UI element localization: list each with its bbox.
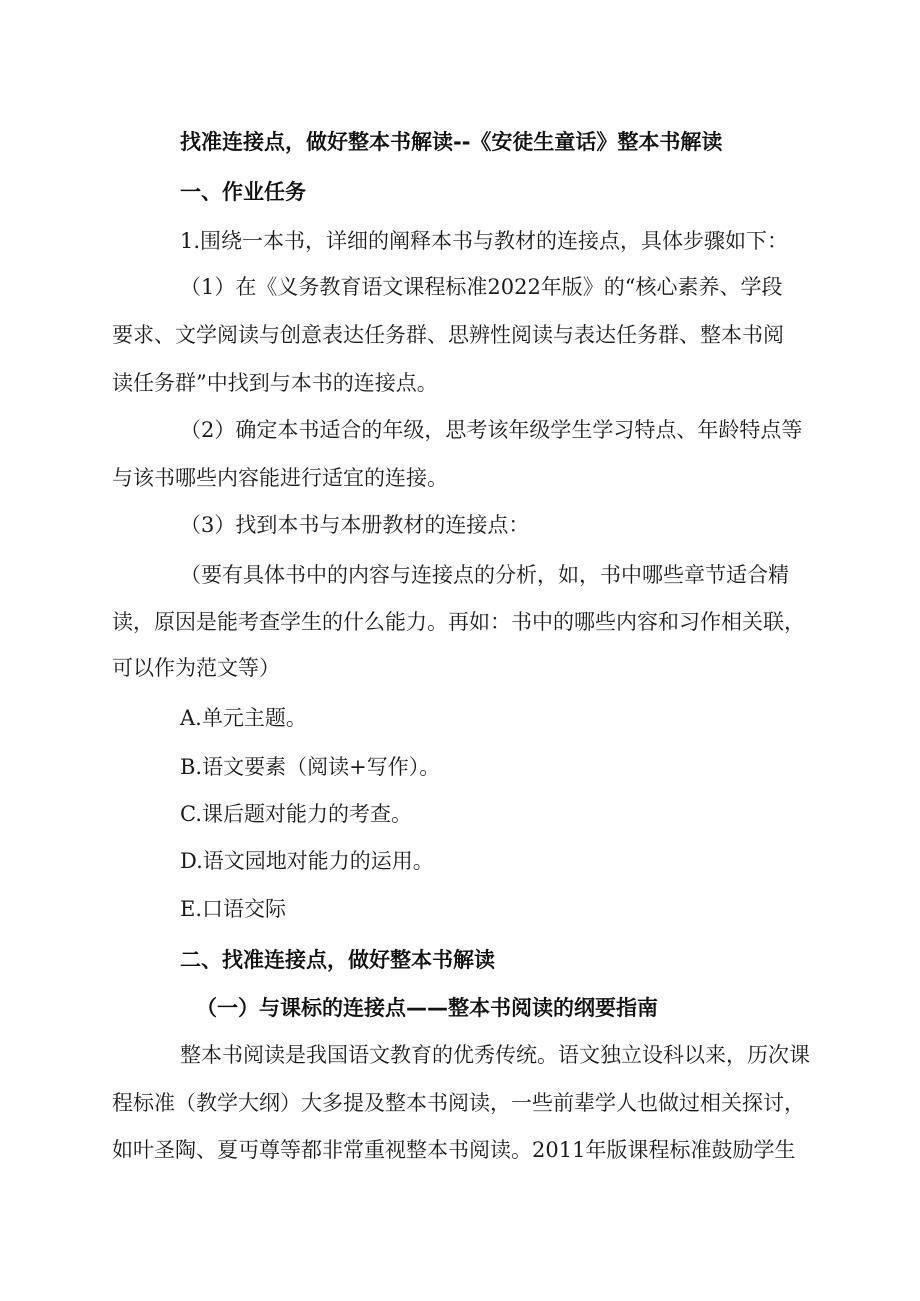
subsection-heading: （一）与课标的连接点——整本书阅读的纲要指南	[196, 996, 658, 1020]
option-d: D.语文园地对能力的运用。	[180, 849, 434, 873]
paragraph-line-3: 如叶圣陶、夏丏尊等都非常重视整本书阅读。2011年版课程标准鼓励学生	[112, 1138, 796, 1162]
step-3: （3）找到本书与本册教材的连接点：	[180, 513, 530, 537]
paragraph-line-2: 程标准（教学大纲）大多提及整本书阅读，一些前辈学人也做过相关探讨，	[112, 1091, 805, 1115]
document-title: 找准连接点，做好整本书解读--《安徒生童话》整本书解读	[180, 130, 723, 154]
option-c: C.课后题对能力的考查。	[180, 802, 412, 826]
section-heading-task: 一、作业任务	[180, 180, 306, 204]
step-2-line-2: 与该书哪些内容能进行适宜的连接。	[112, 466, 448, 490]
option-b: B.语文要素（阅读+写作）。	[180, 755, 441, 779]
note-line-1: （要有具体书中的内容与连接点的分析，如，书中哪些章节适合精	[180, 563, 789, 587]
note-line-2: 读，原因是能考查学生的什么能力。再如：书中的哪些内容和习作相关联，	[112, 610, 805, 634]
paragraph-line-1: 整本书阅读是我国语文教育的优秀传统。语文独立设科以来，历次课	[180, 1043, 810, 1067]
step-1-line-2: 要求、文学阅读与创意表达任务群、思辨性阅读与表达任务群、整本书阅	[112, 323, 784, 347]
step-2-line-1: （2）确定本书适合的年级，思考该年级学生学习特点、年龄特点等	[180, 418, 803, 442]
step-1-line-1: （1）在《义务教育语文课程标准2022年版》的“核心素养、学段	[180, 275, 783, 299]
task-item-1: 1.围绕一本书，详细的阐释本书与教材的连接点，具体步骤如下：	[180, 229, 789, 253]
step-1-line-3: 读任务群”中找到与本书的连接点。	[112, 371, 438, 395]
note-line-3: 可以作为范文等）	[112, 656, 280, 680]
option-e: E.口语交际	[180, 897, 287, 921]
option-a: A.单元主题。	[180, 706, 307, 730]
section-heading-connection: 二、找准连接点，做好整本书解读	[180, 948, 495, 972]
